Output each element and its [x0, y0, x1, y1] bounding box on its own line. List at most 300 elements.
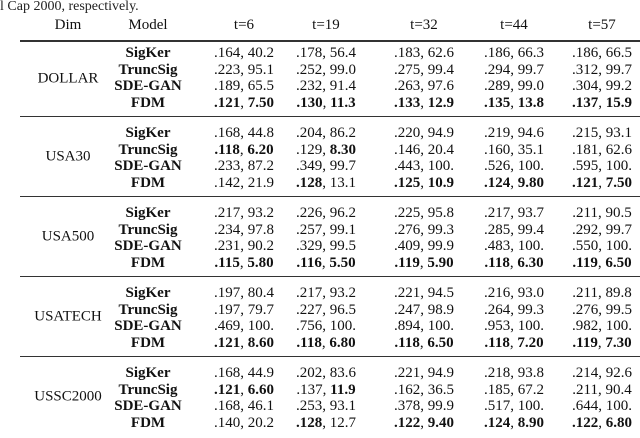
value-cell — [394, 382, 454, 399]
value-cell — [484, 142, 544, 159]
separator: , — [510, 301, 518, 318]
value-cell — [394, 95, 454, 112]
error-value: .469 — [214, 318, 241, 334]
value-cell — [484, 302, 544, 319]
dim-label: USA500 — [41, 228, 95, 244]
value-cell — [394, 142, 454, 159]
value-cell — [572, 255, 631, 272]
score-value: 92.6 — [605, 365, 632, 381]
dim-label: DOLLAR — [37, 70, 99, 87]
error-value: .121 — [214, 381, 241, 398]
value-cell — [214, 382, 274, 399]
score-value: 97.8 — [247, 221, 274, 238]
value-cell — [296, 175, 356, 192]
value-cell — [394, 175, 454, 192]
score-value: 100. — [329, 318, 356, 334]
score-value: 9.80 — [517, 174, 544, 191]
separator: , — [322, 301, 330, 318]
value-cell — [572, 62, 632, 79]
error-value: .181 — [572, 141, 599, 158]
separator: , — [322, 238, 330, 254]
header-t32: t=32 — [410, 17, 438, 33]
score-value: 93.2 — [329, 285, 356, 301]
error-value: .124 — [484, 174, 511, 191]
error-value: .220 — [394, 125, 421, 141]
separator: , — [322, 158, 330, 174]
separator: , — [509, 254, 518, 271]
score-value: 90.5 — [605, 205, 632, 221]
separator: , — [420, 285, 428, 301]
error-value: .125 — [394, 174, 421, 191]
error-value: .183 — [394, 45, 421, 61]
score-value: 87.2 — [247, 158, 274, 174]
score-value: 15.9 — [605, 94, 632, 111]
error-value: .285 — [484, 221, 511, 238]
separator: , — [510, 365, 518, 381]
error-value: .252 — [296, 61, 323, 78]
value-cell — [296, 45, 356, 62]
value-cell — [572, 78, 632, 95]
score-value: 91.4 — [329, 78, 356, 94]
value-cell — [296, 302, 356, 319]
value-cell — [296, 78, 356, 95]
score-value: 100. — [517, 238, 544, 254]
separator: , — [240, 334, 248, 351]
score-value: 35.1 — [517, 141, 544, 158]
error-value: .349 — [296, 158, 323, 174]
separator: , — [322, 221, 330, 238]
separator: , — [322, 174, 330, 191]
score-value: 7.30 — [605, 334, 632, 351]
value-cell — [214, 302, 274, 319]
table-row — [20, 335, 640, 352]
separator: , — [510, 318, 518, 334]
error-value: .276 — [394, 221, 421, 238]
value-cell — [394, 222, 454, 239]
value-cell — [296, 398, 356, 415]
error-value: .226 — [296, 205, 323, 221]
score-value: 12.9 — [427, 94, 454, 111]
separator: , — [510, 414, 518, 431]
error-value: .526 — [484, 158, 511, 174]
score-value: 13.1 — [329, 174, 356, 191]
table-group — [20, 117, 640, 197]
value-cell — [394, 285, 454, 302]
score-value: 100. — [517, 398, 544, 414]
error-value: .225 — [394, 205, 421, 221]
score-value: 65.5 — [247, 78, 274, 94]
error-value: .122 — [572, 414, 599, 431]
separator: , — [240, 221, 248, 238]
table-row — [20, 158, 640, 175]
score-value: 95.8 — [427, 205, 454, 221]
separator: , — [240, 45, 248, 61]
separator: , — [322, 318, 330, 334]
value-cell — [214, 255, 273, 272]
separator: , — [598, 45, 606, 61]
value-cell — [296, 125, 356, 142]
error-value: .118 — [484, 334, 510, 351]
error-value: .217 — [214, 205, 241, 221]
value-cell — [572, 365, 632, 382]
error-value: .135 — [484, 94, 511, 111]
value-cell — [394, 45, 454, 62]
value-cell — [572, 158, 632, 175]
score-value: 8.60 — [247, 334, 274, 351]
score-value: 89.8 — [605, 285, 632, 301]
separator: , — [240, 78, 248, 94]
error-value: .119 — [572, 334, 598, 351]
score-value: 46.1 — [247, 398, 274, 414]
error-value: .304 — [572, 78, 599, 94]
error-value: .217 — [484, 205, 511, 221]
score-value: 40.2 — [247, 45, 274, 61]
separator: , — [420, 125, 428, 141]
value-cell — [484, 205, 544, 222]
model-name: SDE-GAN — [114, 398, 182, 414]
error-value: .215 — [572, 125, 599, 141]
table-group — [20, 277, 640, 357]
value-cell — [484, 158, 544, 175]
score-value: 94.9 — [427, 365, 454, 381]
error-value: .115 — [214, 254, 240, 271]
error-value: .234 — [214, 221, 241, 238]
score-value: 99.1 — [329, 221, 356, 238]
table-row — [20, 285, 640, 302]
separator: , — [240, 174, 248, 191]
score-value: 62.6 — [605, 141, 632, 158]
score-value: 66.3 — [517, 45, 544, 61]
score-value: 100. — [427, 158, 454, 174]
error-value: .894 — [394, 318, 421, 334]
model-name: SigKer — [125, 125, 171, 141]
value-cell — [572, 398, 632, 415]
error-value: .116 — [296, 254, 322, 271]
table-group — [20, 197, 640, 277]
table-row — [20, 222, 640, 239]
score-value: 100. — [247, 318, 274, 334]
value-cell — [572, 222, 632, 239]
model-name: SigKer — [125, 205, 171, 221]
table-row — [20, 78, 640, 95]
separator: , — [322, 141, 330, 158]
table-group — [20, 357, 640, 436]
error-value: .197 — [214, 285, 241, 301]
error-value: .264 — [484, 301, 511, 318]
score-value: 6.30 — [517, 254, 544, 271]
separator: , — [420, 141, 428, 158]
value-cell — [296, 95, 355, 112]
error-value: .146 — [394, 141, 421, 158]
model-name: TruncSig — [118, 381, 178, 398]
error-value: .409 — [394, 238, 421, 254]
separator: , — [510, 221, 518, 238]
separator: , — [322, 365, 330, 381]
value-cell — [394, 398, 454, 415]
separator: , — [420, 94, 428, 111]
error-value: .204 — [296, 125, 323, 141]
error-value: .128 — [296, 174, 323, 191]
value-cell — [214, 62, 274, 79]
separator: , — [240, 414, 248, 431]
score-value: 7.50 — [605, 174, 632, 191]
value-cell — [394, 302, 454, 319]
error-value: .185 — [484, 381, 511, 398]
value-cell — [572, 285, 631, 302]
separator: , — [510, 174, 518, 191]
score-value: 8.30 — [329, 141, 356, 158]
error-value: .233 — [214, 158, 241, 174]
error-value: .292 — [572, 221, 599, 238]
error-value: .130 — [296, 94, 323, 111]
model-name: TruncSig — [118, 61, 178, 78]
dim-label: USA30 — [45, 148, 91, 164]
score-value: 96.2 — [329, 205, 356, 221]
error-value: .133 — [394, 94, 421, 111]
value-cell — [484, 382, 544, 399]
model-name: FDM — [130, 94, 166, 111]
separator: , — [240, 285, 248, 301]
error-value: .137 — [572, 94, 599, 111]
value-cell — [296, 158, 356, 175]
separator: , — [420, 414, 428, 431]
separator: , — [420, 78, 428, 94]
error-value: .644 — [572, 398, 599, 414]
score-value: 79.7 — [247, 301, 274, 318]
separator: , — [510, 158, 518, 174]
table-row — [20, 125, 640, 142]
score-value: 96.5 — [329, 301, 356, 318]
score-value: 86.2 — [329, 125, 356, 141]
separator: , — [510, 61, 518, 78]
model-name: TruncSig — [118, 301, 178, 318]
value-cell — [394, 255, 453, 272]
value-cell — [394, 415, 454, 432]
table-row — [20, 175, 640, 192]
error-value: .118 — [296, 334, 322, 351]
separator: , — [240, 381, 248, 398]
table-row — [20, 95, 640, 112]
table-row — [20, 238, 640, 255]
separator: , — [240, 125, 248, 141]
score-value: 67.2 — [517, 381, 544, 398]
error-value: .137 — [296, 381, 323, 398]
value-cell — [394, 62, 454, 79]
value-cell — [484, 318, 544, 335]
value-cell — [214, 285, 274, 302]
value-cell — [572, 335, 631, 352]
score-value: 99.4 — [517, 221, 544, 238]
table-row — [20, 318, 640, 335]
value-cell — [484, 238, 544, 255]
separator: , — [240, 365, 248, 381]
score-value: 100. — [517, 158, 544, 174]
separator: , — [598, 94, 606, 111]
separator: , — [598, 365, 606, 381]
score-value: 94.5 — [427, 285, 454, 301]
model-name: FDM — [130, 254, 166, 271]
value-cell — [484, 398, 544, 415]
error-value: .168 — [214, 125, 241, 141]
score-value: 99.7 — [329, 158, 356, 174]
error-value: .121 — [214, 94, 241, 111]
score-value: 83.6 — [329, 365, 356, 381]
value-cell — [296, 318, 356, 335]
score-value: 10.9 — [427, 174, 454, 191]
error-value: .221 — [394, 285, 421, 301]
separator: , — [322, 125, 330, 141]
separator: , — [598, 174, 606, 191]
dim-label: USSC2000 — [34, 388, 102, 404]
header-t57: t=57 — [588, 17, 616, 33]
separator: , — [420, 301, 428, 318]
table-row — [20, 205, 640, 222]
value-cell — [214, 175, 274, 192]
separator: , — [420, 61, 428, 78]
value-cell — [394, 78, 454, 95]
header-model: Model — [128, 17, 168, 33]
score-value: 36.5 — [427, 381, 454, 398]
score-value: 95.1 — [247, 61, 274, 78]
score-value: 44.8 — [247, 125, 274, 141]
value-cell — [214, 222, 274, 239]
value-cell — [484, 335, 543, 352]
separator: , — [597, 254, 606, 271]
score-value: 100. — [605, 318, 632, 334]
model-name: SDE-GAN — [114, 158, 182, 174]
value-cell — [296, 285, 356, 302]
model-name: TruncSig — [118, 221, 178, 238]
score-value: 90.2 — [247, 238, 274, 254]
score-value: 99.0 — [517, 78, 544, 94]
score-value: 94.6 — [517, 125, 544, 141]
error-value: .122 — [394, 414, 421, 431]
separator: , — [322, 205, 330, 221]
value-cell — [484, 45, 544, 62]
error-value: .223 — [214, 61, 241, 78]
error-value: .197 — [214, 301, 241, 318]
value-cell — [214, 142, 273, 159]
value-cell — [484, 365, 544, 382]
separator: , — [240, 238, 248, 254]
separator: , — [419, 334, 428, 351]
error-value: .214 — [572, 365, 599, 381]
score-value: 99.9 — [427, 238, 454, 254]
value-cell — [394, 158, 454, 175]
separator: , — [420, 174, 428, 191]
error-value: .121 — [572, 174, 599, 191]
error-value: .483 — [484, 238, 511, 254]
error-value: .219 — [484, 125, 511, 141]
header-dim: Dim — [54, 17, 82, 33]
value-cell — [484, 125, 544, 142]
error-value: .263 — [394, 78, 421, 94]
error-value: .168 — [214, 398, 241, 414]
error-value: .329 — [296, 238, 323, 254]
score-value: 94.9 — [427, 125, 454, 141]
error-value: .378 — [394, 398, 421, 414]
error-value: .275 — [394, 61, 421, 78]
separator: , — [240, 61, 248, 78]
error-value: .211 — [572, 381, 598, 398]
separator: , — [510, 238, 518, 254]
separator: , — [510, 125, 518, 141]
score-value: 99.5 — [605, 301, 632, 318]
score-value: 100. — [605, 158, 632, 174]
error-value: .160 — [484, 141, 511, 158]
table-row — [20, 365, 640, 382]
score-value: 90.4 — [605, 381, 632, 398]
score-value: 11.3 — [330, 94, 356, 111]
score-value: 6.50 — [427, 334, 454, 351]
separator: , — [420, 238, 428, 254]
separator: , — [598, 125, 606, 141]
separator: , — [240, 158, 248, 174]
score-value: 44.9 — [247, 365, 274, 381]
separator: , — [239, 254, 248, 271]
score-value: 11.9 — [330, 381, 356, 398]
separator: , — [322, 381, 331, 398]
error-value: .118 — [394, 334, 420, 351]
separator: , — [420, 398, 428, 414]
error-value: .119 — [572, 254, 598, 271]
score-value: 98.9 — [427, 301, 454, 318]
value-cell — [572, 302, 632, 319]
separator: , — [321, 334, 330, 351]
error-value: .118 — [484, 254, 510, 271]
value-cell — [296, 365, 356, 382]
error-value: .443 — [394, 158, 421, 174]
value-cell — [214, 158, 274, 175]
value-cell — [214, 335, 274, 352]
value-cell — [484, 285, 544, 302]
value-cell — [394, 238, 454, 255]
score-value: 97.6 — [427, 78, 454, 94]
score-value: 93.7 — [517, 205, 544, 221]
value-cell — [572, 175, 632, 192]
model-name: FDM — [130, 334, 166, 351]
separator: , — [510, 141, 518, 158]
error-value: .294 — [484, 61, 511, 78]
score-value: 13.8 — [517, 94, 544, 111]
value-cell — [214, 95, 274, 112]
separator: , — [322, 45, 330, 61]
error-value: .164 — [214, 45, 241, 61]
score-value: 7.50 — [247, 94, 274, 111]
score-value: 99.5 — [329, 238, 356, 254]
error-value: .118 — [214, 141, 240, 158]
score-value: 12.7 — [329, 414, 356, 431]
score-value: 93.0 — [517, 285, 544, 301]
score-value: 100. — [605, 398, 632, 414]
value-cell — [214, 398, 274, 415]
error-value: .119 — [394, 254, 420, 271]
separator: , — [598, 301, 606, 318]
separator: , — [510, 205, 518, 221]
separator: , — [597, 285, 606, 301]
separator: , — [598, 61, 606, 78]
score-value: 6.60 — [247, 381, 274, 398]
separator: , — [510, 285, 518, 301]
score-value: 20.4 — [427, 141, 454, 158]
separator: , — [598, 238, 606, 254]
value-cell — [484, 222, 544, 239]
score-value: 20.2 — [247, 414, 274, 431]
score-value: 5.50 — [329, 254, 356, 271]
value-cell — [572, 125, 632, 142]
error-value: .253 — [296, 398, 323, 414]
table-row — [20, 255, 640, 272]
